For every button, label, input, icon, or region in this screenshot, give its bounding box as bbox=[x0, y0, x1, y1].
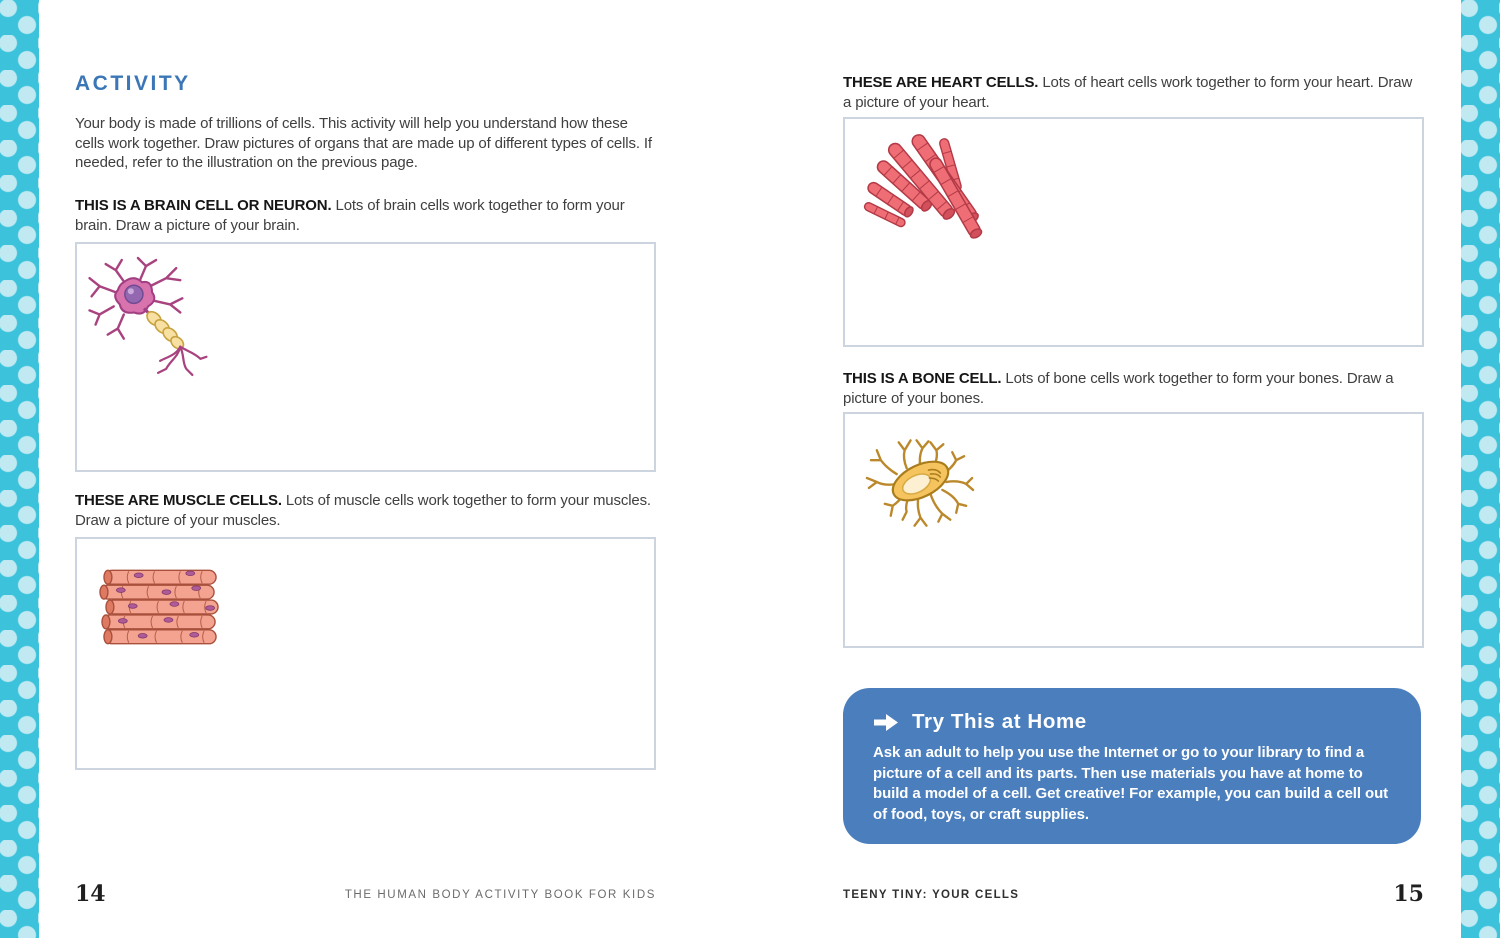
neuron-cell-illustration bbox=[87, 256, 209, 382]
callout-body: Ask an adult to help you use the Internet or go to your library to find a picture of a cell and its parts. Then use materials you have at home to build a model of a cell. Get creative! For example, you can build a cell out of food, toys, or craft supplies. bbox=[873, 744, 1389, 823]
brain-cell-lead: THIS IS A BRAIN CELL OR NEURON. bbox=[75, 197, 332, 214]
bone-cell-text: Lots of bone cells work together to form your bones. Draw a picture of your bones. bbox=[843, 370, 1394, 407]
drawing-box-heart bbox=[843, 117, 1424, 347]
intro-paragraph: Your body is made of trillions of cells. This activity will help you understand how these cells work together. Draw pictures of organs that are made up of different types of cells. If needed, refer to the illustration on the previous page. bbox=[75, 115, 652, 171]
heart-cells-lead: THESE ARE HEART CELLS. bbox=[843, 74, 1039, 91]
muscle-cells-text: Lots of muscle cells work together to form your muscles. Draw a picture of your muscles. bbox=[75, 492, 651, 529]
drawing-box-bones bbox=[843, 412, 1424, 648]
heart-cells-caption bbox=[843, 73, 1424, 112]
polka-dot-border-left bbox=[0, 0, 39, 938]
bone-cell-lead: THIS IS A BONE CELL. bbox=[843, 370, 1002, 387]
bone-cell-illustration bbox=[859, 428, 983, 538]
brain-cell-caption bbox=[75, 196, 656, 235]
bone-cell-caption bbox=[843, 369, 1424, 408]
activity-heading: ACTIVITY bbox=[75, 72, 191, 95]
heart-cells-text: Lots of heart cells work together to form your heart. Draw a picture of your heart. bbox=[843, 74, 1413, 111]
muscle-cells-illustration bbox=[99, 569, 223, 653]
muscle-cells-lead: THESE ARE MUSCLE CELLS. bbox=[75, 492, 282, 509]
running-footer-left: THE HUMAN BODY ACTIVITY BOOK FOR KIDS bbox=[344, 889, 656, 901]
page-number-left: 14 bbox=[75, 881, 106, 907]
drawing-box-muscles bbox=[75, 537, 656, 770]
try-this-at-home-callout bbox=[843, 688, 1421, 844]
callout-title: Try This at Home bbox=[912, 710, 1087, 733]
arrow-right-icon bbox=[873, 713, 899, 732]
page-number-right: 15 bbox=[1393, 881, 1424, 907]
running-footer-right: TEENY TINY: YOUR CELLS bbox=[843, 889, 1020, 901]
brain-cell-text: Lots of brain cells work together to form your brain. Draw a picture of your brain. bbox=[75, 197, 625, 234]
muscle-cells-caption bbox=[75, 491, 656, 530]
heart-cells-illustration bbox=[857, 131, 999, 259]
drawing-box-brain bbox=[75, 242, 656, 472]
polka-dot-border-right bbox=[1461, 0, 1500, 938]
